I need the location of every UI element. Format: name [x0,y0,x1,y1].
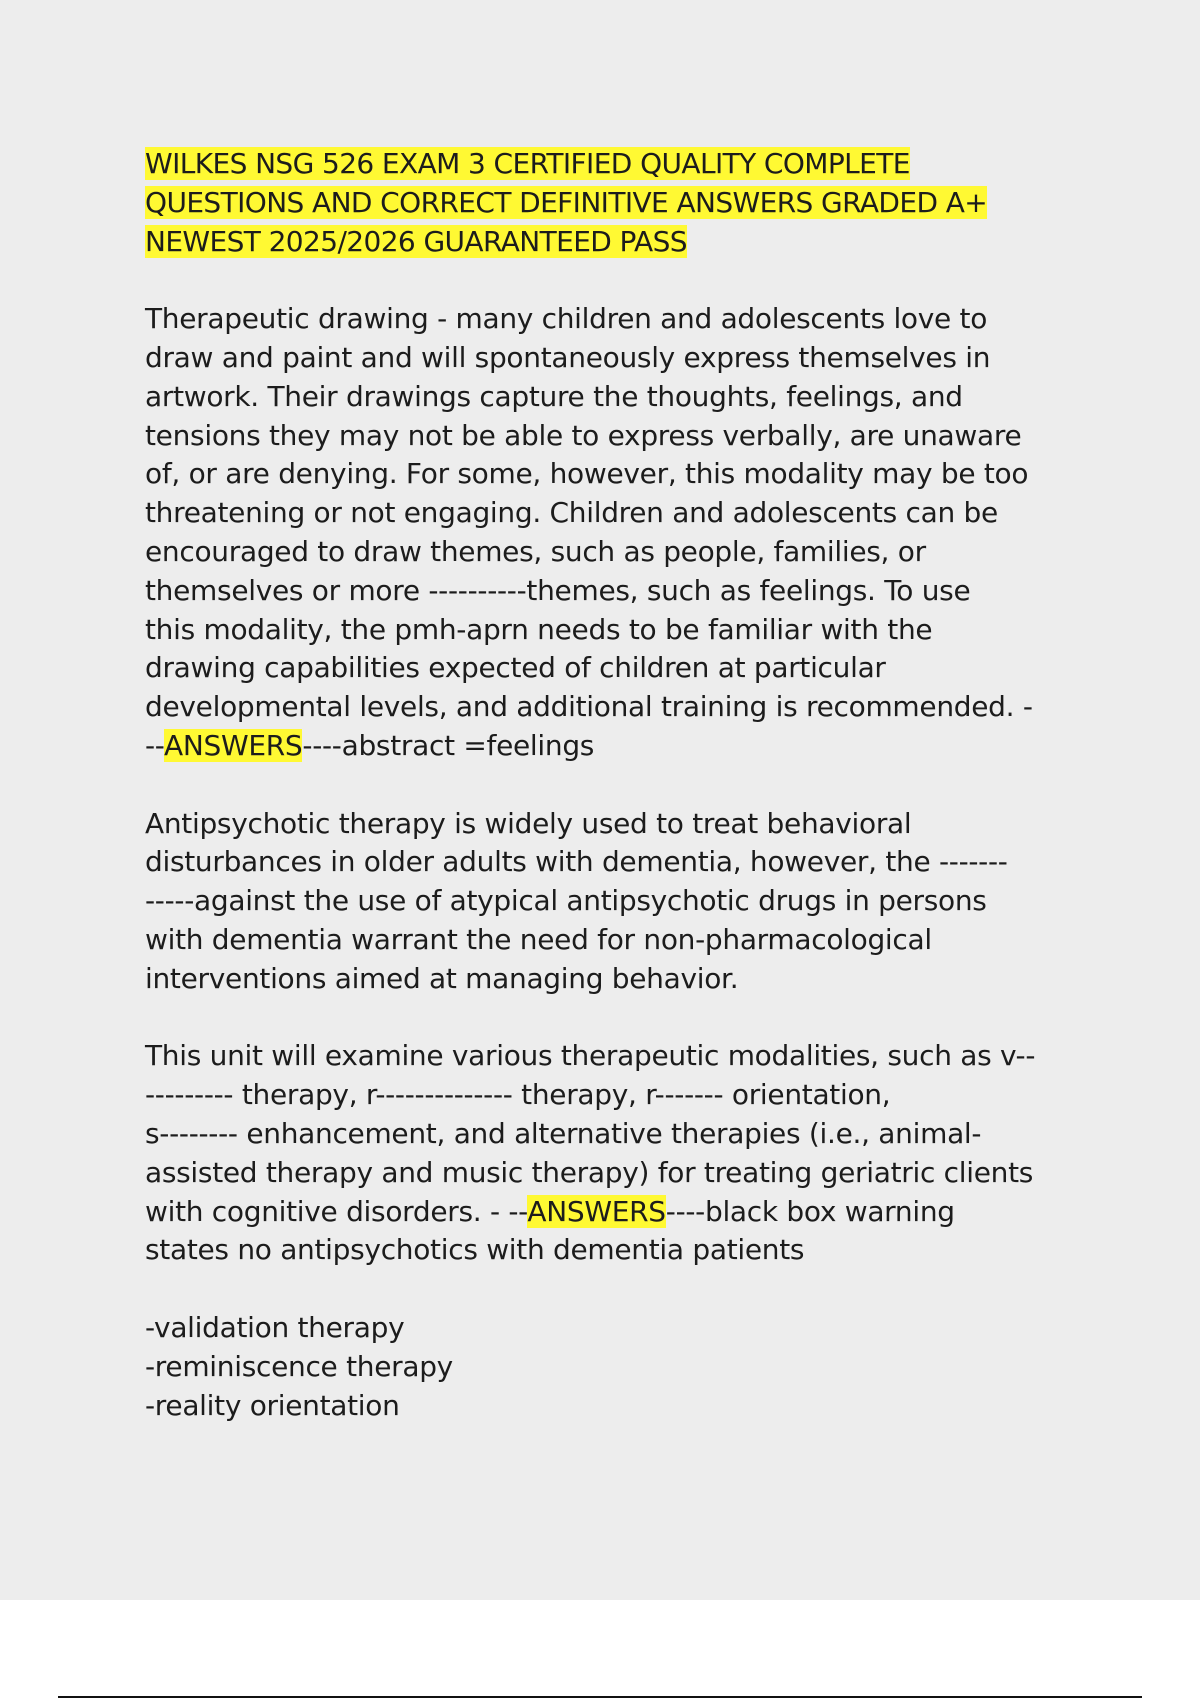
text-line: assisted therapy and music therapy) for treating geriatric clients [145,1155,1034,1189]
text-line: disturbances in older adults with dementia, however, the ------- [145,845,1008,879]
text-line: This unit will examine various therapeutic modalities, such as v-- [145,1039,1036,1073]
text-line: draw and paint and will spontaneously express themselves in [145,340,991,374]
paragraph-therapeutic-drawing [145,300,1095,766]
paragraph-antipsychotic-therapy [145,805,1095,999]
list-item: -reality orientation [145,1388,400,1422]
paragraph-gap [145,999,1095,1038]
title-line: WILKES NSG 526 EXAM 3 CERTIFIED QUALITY COMPLETE [145,147,910,180]
answers-highlight: ANSWERS [527,1194,666,1228]
text-line: encouraged to draw themes, such as people, families, or [145,534,926,568]
paragraph-gap [145,766,1095,805]
answer-list [145,1309,1095,1425]
text-line: threatening or not engaging. Children and adolescents can be [145,496,998,530]
title-line: NEWEST 2025/2026 GUARANTEED PASS [145,224,687,258]
list-item: -reminiscence therapy [145,1349,453,1383]
text-line: tensions they may not be able to express verbally, are unaware [145,418,1022,452]
text-line: themselves or more ----------themes, such as feelings. To use [145,573,971,607]
paragraph-therapeutic-modalities [145,1037,1095,1270]
text-line: Therapeutic drawing - many children and adolescents love to [145,302,988,336]
footer-divider [58,1696,1142,1698]
paragraph-gap [145,261,1095,300]
text-line: this modality, the pmh-aprn needs to be familiar with the [145,612,933,646]
title-line: QUESTIONS AND CORRECT DEFINITIVE ANSWERS GRADED A+ [145,185,988,219]
text-line: drawing capabilities expected of children at particular [145,651,886,685]
text-line: of, or are denying. For some, however, this modality may be too [145,457,1029,491]
answers-highlight: ANSWERS [164,728,303,762]
text-line: Antipsychotic therapy is widely used to treat behavioral [145,806,912,840]
list-item: -validation therapy [145,1310,405,1344]
text-line: states no antipsychotics with dementia patients [145,1233,805,1267]
text-line: -----against the use of atypical antipsychotic drugs in persons [145,884,987,918]
paragraph-gap [145,1270,1095,1309]
document-content [145,145,1095,1425]
text-line: with dementia warrant the need for non-pharmacological [145,922,932,956]
text-line: --------- therapy, r-------------- therapy, r------- orientation, [145,1078,891,1112]
text-line: interventions aimed at managing behavior. [145,961,739,995]
document-title [145,145,1095,261]
text-line: artwork. Their drawings capture the thoughts, feelings, and [145,379,963,413]
answer-line: --ANSWERS----abstract =feelings [145,728,595,762]
answer-line: with cognitive disorders. - --ANSWERS----black box warning [145,1194,955,1228]
text-line: s-------- enhancement, and alternative therapies (i.e., animal- [145,1116,982,1150]
text-line: developmental levels, and additional training is recommended. - [145,690,1033,724]
